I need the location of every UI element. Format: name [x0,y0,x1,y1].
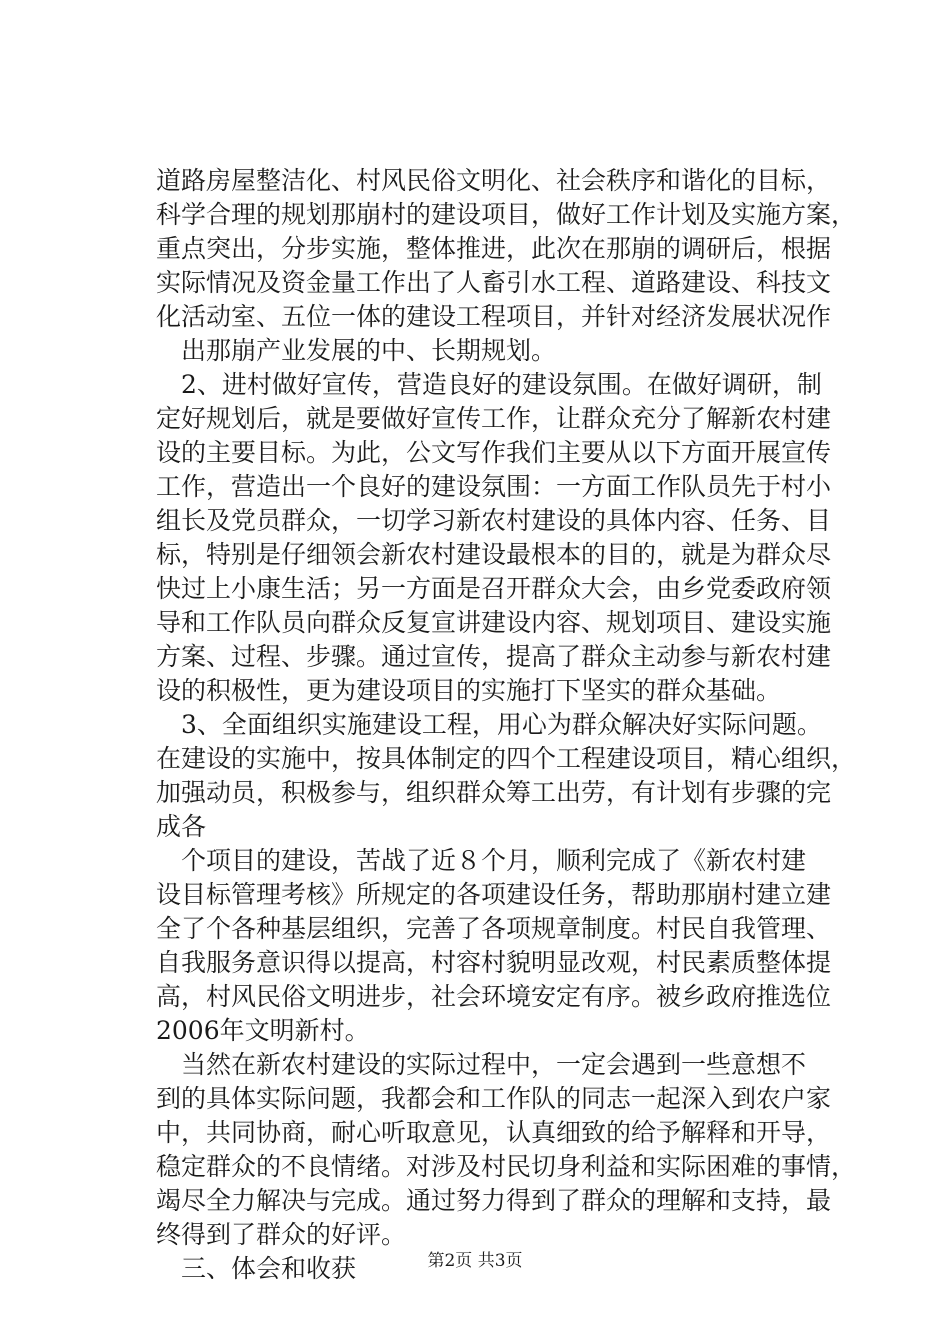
text-line: 设的主要目标。为此，公文写作我们主要从以下方面开展宣传 [156,438,832,467]
text-line: 工作，营造出一个良好的建设氛围：一方面工作队员先于村小 [156,472,832,501]
text-line: 终得到了群众的好评。 [156,1220,407,1249]
body-text [156,164,857,1286]
text-line: 化活动室、五位一体的建设工程项目，并针对经济发展状况作 [156,302,832,331]
text-line: 实际情况及资金量工作出了人畜引水工程、道路建设、科技文 [156,268,832,297]
text-line: 出那崩产业发展的中、长期规划。 [181,336,557,365]
text-line: 2006年文明新村。 [156,1016,370,1045]
text-line: 稳定群众的不良情绪。对涉及村民切身利益和实际困难的事情， [156,1152,857,1181]
text-line: 2、进村做好宣传，营造良好的建设氛围。在做好调研，制 [181,370,822,399]
text-line: 加强动员，积极参与，组织群众筹工出劳，有计划有步骤的完 [156,778,832,807]
text-line: 道路房屋整洁化、村风民俗文明化、社会秩序和谐化的目标， [156,166,832,195]
text-line: 重点突出，分步实施，整体推进，此次在那崩的调研后，根据 [156,234,832,263]
text-line: 组长及党员群众，一切学习新农村建设的具体内容、任务、目 [156,506,832,535]
text-line: 快过上小康生活；另一方面是召开群众大会，由乡党委政府领 [156,574,832,603]
text-line: 在建设的实施中，按具体制定的四个工程建设项目，精心组织， [156,744,857,773]
text-line: 成各 [156,812,207,841]
text-line: 设目标管理考核》所规定的各项建设任务，帮助那崩村建立建 [156,880,832,909]
text-line: 定好规划后，就是要做好宣传工作，让群众充分了解新农村建 [156,404,832,433]
text-line: 竭尽全力解决与完成。通过努力得到了群众的理解和支持，最 [156,1186,832,1215]
text-line: 设的积极性，更为建设项目的实施打下坚实的群众基础。 [156,676,782,705]
text-line: 科学合理的规划那崩村的建设项目，做好工作计划及实施方案， [156,200,857,229]
text-line: 标，特别是仔细领会新农村建设最根本的目的，就是为群众尽 [156,540,832,569]
text-line: 个项目的建设，苦战了近８个月，顺利完成了《新农村建 [181,846,807,875]
text-line: 到的具体实际问题，我都会和工作队的同志一起深入到农户家 [156,1084,832,1113]
page-footer [0,1246,950,1271]
text-line: 当然在新农村建设的实际过程中，一定会遇到一些意想不 [181,1050,807,1079]
section-heading: 三、体会和收获 [181,1254,357,1283]
text-line: 中，共同协商，耐心听取意见，认真细致的给予解释和开导， [156,1118,832,1147]
text-line: 自我服务意识得以提高，村容村貌明显改观，村民素质整体提 [156,948,832,977]
text-line: 高，村风民俗文明进步，社会环境安定有序。被乡政府推选位 [156,982,832,1011]
text-line: 全了个各种基层组织，完善了各项规章制度。村民自我管理、 [156,914,832,943]
text-line: 3、全面组织实施建设工程，用心为群众解决好实际问题。 [181,710,822,739]
page-number-label: 第2页 共3页 [427,1251,523,1271]
text-line: 方案、过程、步骤。通过宣传，提高了群众主动参与新农村建 [156,642,832,671]
text-line: 导和工作队员向群众反复宣讲建设内容、规划项目、建设实施 [156,608,832,637]
